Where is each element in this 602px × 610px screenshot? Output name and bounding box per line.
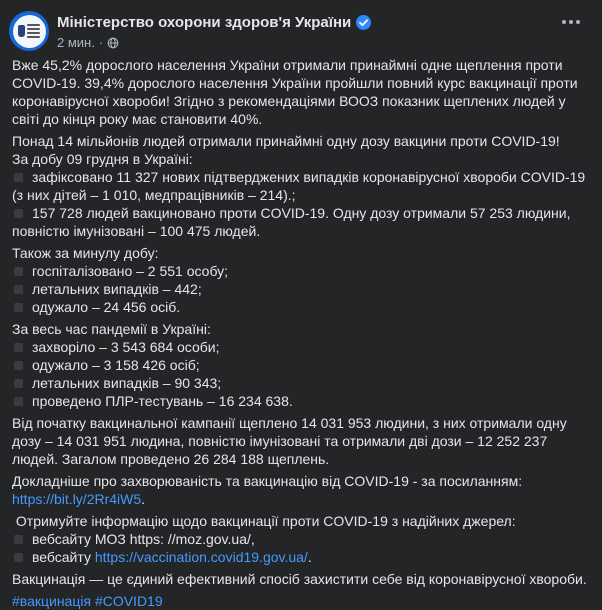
bullet-square-icon — [14, 173, 23, 182]
hashtag-link[interactable]: #вакцинація — [12, 593, 92, 609]
bullet-square-icon — [14, 267, 23, 276]
post-paragraph — [12, 132, 588, 150]
post-block — [12, 320, 588, 410]
post-paragraph — [12, 414, 588, 468]
bullet-square-icon — [14, 361, 23, 370]
post-text: захворіло – 3 543 684 особи; — [32, 339, 220, 355]
post-paragraph — [12, 244, 588, 262]
logo-text-lines — [27, 24, 40, 38]
bullet-item — [12, 392, 588, 410]
bullet-square-icon — [14, 209, 23, 218]
bullet-item — [12, 374, 588, 392]
bullet-item — [12, 262, 588, 280]
post-body — [0, 51, 602, 610]
hashtag-link[interactable]: #COVID19 — [94, 593, 163, 609]
bullet-square-icon — [14, 535, 23, 544]
bullet-item — [12, 356, 588, 374]
post-block — [12, 592, 588, 610]
bullet-item — [12, 548, 588, 566]
post-link[interactable]: https://bit.ly/2Rr4iW5 — [12, 491, 142, 507]
post-block — [12, 512, 588, 566]
post-text: За весь час пандемії в Україні: — [12, 321, 211, 337]
post-paragraph — [12, 56, 588, 128]
bullet-square-icon — [14, 285, 23, 294]
post-text: проведено ПЛР-тестувань – 16 234 638. — [32, 393, 293, 409]
verified-badge-icon — [356, 15, 371, 30]
page-avatar[interactable] — [9, 11, 49, 51]
post-paragraph — [12, 150, 588, 168]
bullet-item — [12, 338, 588, 356]
post-text: Докладніше про захворюваність та вакцинацію від COVID-19 - за посиланням: — [12, 473, 526, 489]
bullet-square-icon — [14, 303, 23, 312]
post-paragraph — [12, 570, 588, 588]
post-text: Також за минулу добу: — [12, 245, 159, 261]
post-block — [12, 570, 588, 588]
bullet-square-icon — [14, 553, 23, 562]
post-paragraph — [12, 512, 588, 530]
post-block — [12, 414, 588, 468]
post-timestamp[interactable]: 2 мин. — [57, 35, 95, 50]
meta-separator: · — [98, 35, 104, 50]
post-text: летальних випадків – 442; — [32, 281, 202, 297]
page-name-link[interactable]: Міністерство охорони здоров'я України — [57, 14, 352, 31]
bullet-item — [12, 280, 588, 298]
bullet-square-icon — [14, 379, 23, 388]
post-text: Від початку вакцинальної кампанії щеплено 14 031 953 людини, з них отримали одну дозу – 14 031 951 людина, повністю імунізовані та отримали дві дози – 12 252 237 людей. Загалом проведено 26 284 188 щеплень. — [12, 415, 571, 467]
post-paragraph — [12, 320, 588, 338]
bullet-square-icon — [14, 397, 23, 406]
post-text: . — [141, 491, 146, 507]
post-text: вебсайту — [32, 549, 95, 565]
post-text: За добу 09 грудня в Україні: — [12, 151, 193, 167]
bullet-item — [12, 168, 588, 204]
post-text: госпіталізовано – 2 551 особу; — [32, 263, 229, 279]
post-text: . — [307, 549, 312, 565]
post-text: Вакцинація — це єдиний ефективний спосіб захистити себе від коронавірусної хвороби. — [12, 571, 587, 587]
post-text: 157 728 людей вакциновано проти COVID-19. Одну дозу отримали 57 253 людини, повністю імунізовані – 100 475 людей. — [12, 205, 575, 239]
trident-emblem-icon — [18, 25, 25, 37]
post-text: одужало – 24 456 осіб. — [32, 299, 181, 315]
post-block — [12, 132, 588, 240]
post-text: Понад 14 мільйонів людей отримали принаймні одну дозу вакцини проти COVID-19! — [12, 133, 560, 149]
bullet-item — [12, 298, 588, 316]
globe-public-icon — [107, 37, 119, 49]
post-paragraph — [12, 472, 588, 508]
ministry-logo — [13, 15, 46, 48]
post-block — [12, 472, 588, 508]
bullet-item — [12, 530, 588, 548]
post-paragraph — [12, 592, 588, 610]
header-text — [57, 11, 371, 51]
post-options-ellipsis-icon[interactable] — [558, 16, 584, 28]
post-text: зафіксовано 11 327 нових підтверджених випадків коронавірусної хвороби COVID-19 (з них дітей – 1 010, медпрацівників – 214).; — [12, 169, 590, 203]
post-text: Вже 45,2% дорослого населення України отримали принаймні одне щеплення проти COVID-19. 39,4% дорослого населення України пройшли повний курс вакцинації проти коронавірусної хвороби! Згідно з рекомендаціями ВООЗ показник щеплених людей у світі до кінця року має становити 40%. — [12, 57, 582, 127]
post-link[interactable]: https://vaccination.covid19.gov.ua/ — [94, 549, 308, 565]
post-text: одужало – 3 158 426 осіб; — [32, 357, 200, 373]
post-text: вебсайту МОЗ https: //moz.gov.ua/, — [32, 531, 255, 547]
post-header — [0, 0, 602, 51]
post-block — [12, 56, 588, 128]
post-block — [12, 244, 588, 316]
post-text: летальних випадків – 90 343; — [32, 375, 222, 391]
bullet-square-icon — [14, 343, 23, 352]
bullet-item — [12, 204, 588, 240]
post-text: Отримуйте інформацію щодо вакцинації проти COVID-19 з надійних джерел: — [12, 513, 516, 529]
